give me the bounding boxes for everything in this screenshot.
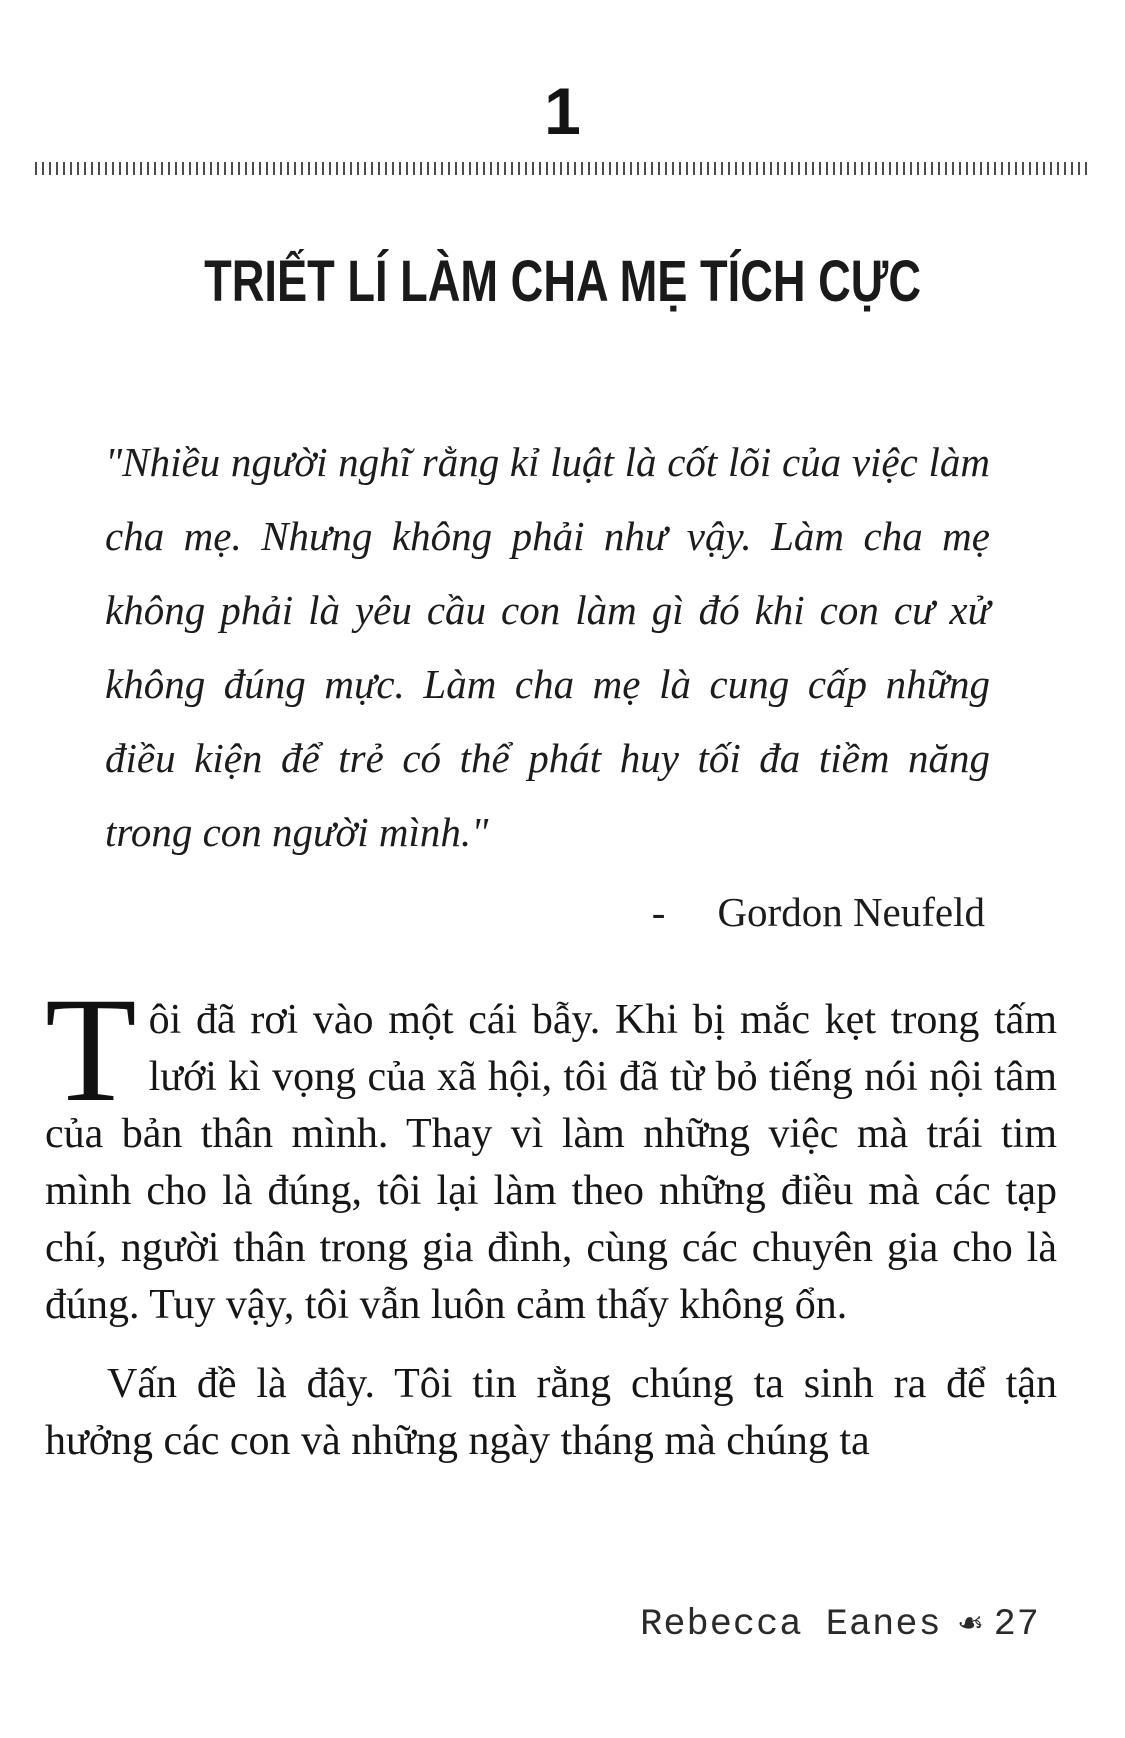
running-footer — [640, 1604, 1040, 1646]
attribution-dash: - — [651, 889, 666, 935]
chapter-title — [0, 251, 1125, 313]
paragraph-2 — [45, 1356, 1057, 1470]
quote-attribution — [0, 887, 985, 937]
drop-cap: T — [45, 967, 137, 1133]
chapter-number: 1 — [544, 74, 581, 148]
tick-rule-divider — [35, 162, 1090, 175]
epigraph-quote: "Nhiều người nghĩ rằng kỉ luật là cốt lõi của việc làm cha mẹ. Nhưng không phải như vậy. Làm cha mẹ không phải là yêu cầu con làm gì đó khi con cư xử không đúng mực. Làm cha mẹ là cung cấp những điều kiện để trẻ có thể phát huy tối đa tiềm năng trong con người mình." — [105, 439, 990, 855]
footer-author: Rebecca Eanes — [640, 1604, 942, 1646]
paragraph-1-text: ôi đã rơi vào một cái bẫy. Khi bị mắc kẹt trong tấm lưới kì vọng của xã hội, tôi đã từ bỏ tiếng nói nội tâm của bản thân mình. Thay vì làm những việc mà trái tim mình cho là đúng, tôi lại làm theo những điều mà các tạp chí, người thân trong gia đình, cùng các chuyên gia cho là đúng. Tuy vậy, tôi vẫn luôn cảm thấy không ổn. — [45, 997, 1057, 1328]
paragraph-2-text: Vấn đề là đây. Tôi tin rằng chúng ta sinh ra để tận hưởng các con và những ngày tháng mà chúng ta — [45, 1361, 1057, 1464]
chapter-title-text: TRIẾT LÍ LÀM CHA MẸ TÍCH CỰC — [204, 249, 921, 314]
paragraph-1 — [45, 967, 1057, 1334]
footer-page-number: 27 — [993, 1604, 1040, 1646]
attribution-name: Gordon Neufeld — [717, 889, 985, 935]
body-text — [45, 967, 1057, 1470]
fleuron-ornament-icon: ❧ — [955, 1604, 984, 1642]
